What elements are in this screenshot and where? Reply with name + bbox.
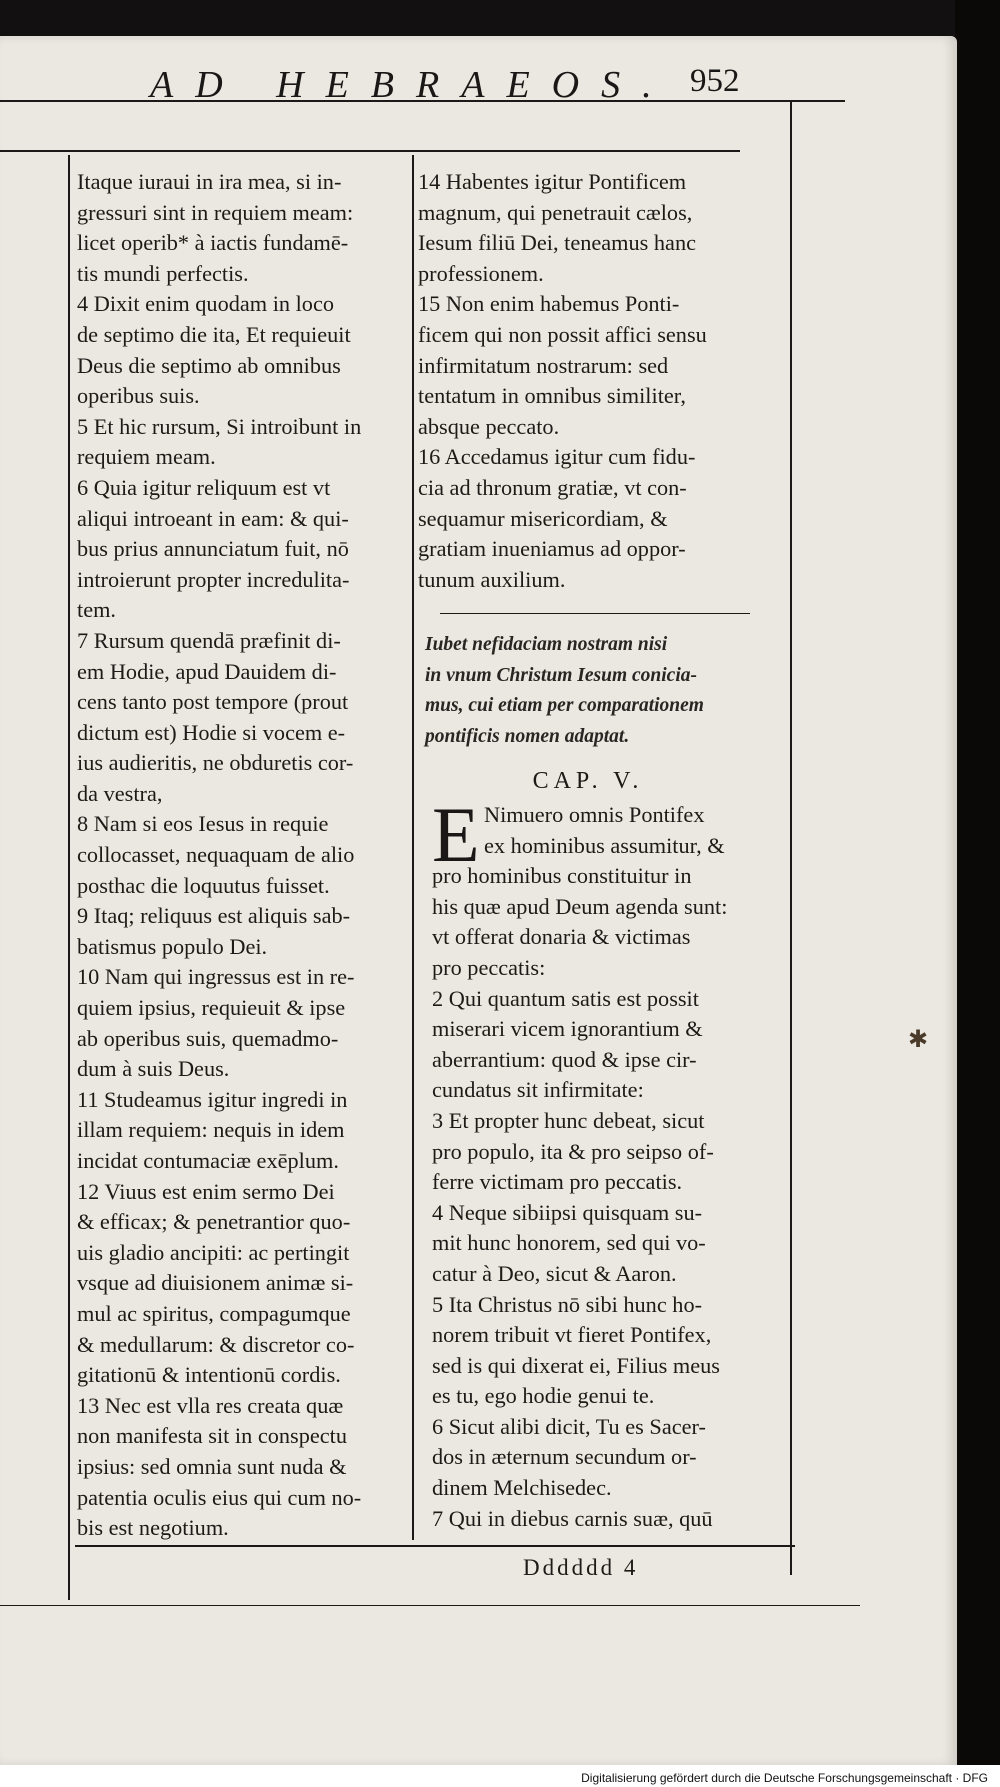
text-line: mit hunc honorem, sed qui vo-: [432, 1230, 706, 1256]
header-underline: [0, 150, 740, 152]
text-line: licet operib* à iactis fundamē-: [77, 230, 349, 256]
chapter-text-column: [432, 791, 772, 1534]
text-line: Itaque iuraui in ira mea, si in-: [77, 169, 342, 194]
text-line: ferre victimam pro peccatis.: [432, 1169, 683, 1195]
text-line: vsque ad diuisionem animæ si-: [77, 1270, 354, 1296]
text-line: requiem meam.: [77, 444, 216, 470]
text-line: his quæ apud Deum agenda sunt:: [432, 893, 728, 919]
text-line: pro hominibus constituitur in: [432, 863, 692, 889]
text-line: de septimo die ita, Et requieuit: [77, 321, 351, 347]
text-line: vt offerat donaria & victimas: [432, 924, 691, 950]
text-line: ficem qui non possit affici sensu: [418, 321, 707, 347]
text-line: bis est negotium.: [77, 1515, 229, 1541]
text-line: batismus populo Dei.: [77, 933, 268, 959]
text-line: 6 Quia igitur reliquum est vt: [77, 474, 331, 500]
text-line: pro populo, ita & pro seipso of-: [432, 1138, 714, 1164]
right-frame-rule: [790, 100, 792, 1575]
text-line: dos in æternum secundum or-: [432, 1444, 697, 1470]
text-line: 8 Nam si eos Iesus in requie: [77, 811, 329, 837]
chapter-summary: [425, 630, 765, 752]
text-line: tentatum in omnibus similiter,: [418, 383, 686, 409]
text-line: 11 Studeamus igitur ingredi in: [77, 1086, 348, 1112]
text-line: gitationū & intentionū cordis.: [77, 1362, 341, 1388]
text-line: infirmitatum nostrarum: sed: [418, 352, 669, 378]
text-line: patentia oculis eius qui cum no-: [77, 1484, 362, 1510]
text-line: ipsius: sed omnia sunt nuda &: [77, 1453, 347, 1479]
summary-top-rule: [440, 613, 750, 614]
text-line: tem.: [77, 597, 117, 623]
text-line: 2 Qui quantum satis est possit: [432, 985, 699, 1011]
summary-line: in vnum Christum Iesum conicia-: [425, 664, 697, 686]
running-title: AD HEBRAEOS.: [150, 64, 674, 106]
text-line: ex hominibus assumitur, &: [484, 832, 725, 858]
text-line: 10 Nam qui ingressus est in re-: [77, 964, 355, 990]
text-line: bus prius annunciatum fuit, nō: [77, 536, 349, 562]
text-line: Nimuero omnis Pontifex: [484, 802, 705, 827]
text-line: incidat contumaciæ exēplum.: [77, 1148, 339, 1173]
text-line: professionem.: [418, 260, 544, 286]
bottom-rule: [75, 1545, 795, 1547]
text-line: Deus die septimo ab omnibus: [77, 352, 341, 378]
text-line: gressuri sint in requiem meam:: [77, 199, 354, 225]
text-line: 4 Dixit enim quodam in loco: [77, 291, 335, 317]
text-line: 5 Ita Christus nō sibi hunc ho-: [432, 1291, 703, 1317]
ink-stain: ✱: [908, 1027, 929, 1053]
text-line: 4 Neque sibiipsi quisquam su-: [432, 1199, 703, 1225]
text-line: sequamur misericordiam, &: [418, 505, 668, 531]
text-line: 6 Sicut alibi dicit, Tu es Sacer-: [432, 1413, 706, 1439]
text-line: 5 Et hic rursum, Si introibunt in: [77, 413, 362, 439]
text-line: tis mundi perfectis.: [77, 260, 249, 286]
text-line: sed is qui dixerat ei, Filius meus: [432, 1352, 720, 1378]
text-line: aliqui introeant in eam: & qui-: [77, 505, 349, 531]
text-line: 13 Nec est vlla res creata quæ: [77, 1392, 344, 1418]
summary-line: Iubet nefidaciam nostram nisi: [425, 634, 668, 655]
text-line: cundatus sit infirmitate:: [432, 1077, 644, 1103]
text-line: 9 Itaq; reliquus est aliquis sab-: [77, 903, 351, 929]
text-line: illam requiem: nequis in idem: [77, 1117, 345, 1143]
text-line: magnum, qui penetrauit cælos,: [418, 199, 693, 225]
text-line: norem tribuit vt fieret Pontifex,: [432, 1322, 712, 1348]
text-line: miserari vicem ignorantium &: [432, 1016, 703, 1042]
folio-number: 952: [690, 63, 740, 99]
summary-line: pontificis nomen adaptat.: [425, 725, 630, 747]
digitization-credit: Digitalisierung gefördert durch die Deutsche Forschungsgemeinschaft · DFG: [577, 1771, 992, 1785]
text-line: 12 Viuus est enim sermo Dei: [77, 1178, 335, 1204]
text-line: Iesum filiū Dei, teneamus hanc: [418, 230, 697, 256]
text-line: cia ad thronum gratiæ, vt con-: [418, 474, 687, 500]
text-line: 15 Non enim habemus Ponti-: [418, 291, 680, 317]
text-line: aberrantium: quod & ipse cir-: [432, 1046, 697, 1072]
text-line: 7 Qui in diebus carnis suæ, quū: [432, 1505, 713, 1531]
catchword-signature: Dddddd 4: [523, 1555, 639, 1580]
text-line: absque peccato.: [418, 413, 560, 439]
text-line: ius audieritis, ne obduretis cor-: [77, 750, 354, 776]
text-line: pro peccatis:: [432, 954, 546, 980]
text-line: tunum auxilium.: [418, 566, 566, 592]
text-line: & medullarum: & discretor co-: [77, 1331, 355, 1357]
scan-background-top: [0, 0, 1000, 38]
text-line: es tu, ego hodie genui te.: [432, 1383, 655, 1409]
text-line: catur à Deo, sicut & Aaron.: [432, 1260, 677, 1286]
text-line: dictum est) Hodie si vocem e-: [77, 719, 346, 745]
text-line: 16 Accedamus igitur cum fidu-: [418, 444, 696, 470]
text-line: gratiam inueniamus ad oppor-: [418, 536, 686, 562]
chapter-heading: CAP. V.: [532, 768, 644, 794]
left-text-column: [77, 167, 417, 1544]
text-line: cens tanto post tempore (prout: [77, 689, 349, 715]
text-line: & efficax; & penetrantior quo-: [77, 1209, 351, 1235]
text-line: uis gladio ancipiti: ac pertingit: [77, 1239, 350, 1265]
text-line: collocasset, nequaquam de alio: [77, 842, 355, 868]
page-bottom-rule: [0, 1605, 860, 1606]
text-line: mul ac spiritus, compagumque: [77, 1300, 351, 1326]
text-line: posthac die loquutus fuisset.: [77, 872, 330, 898]
text-line: dum à suis Deus.: [77, 1056, 230, 1082]
text-line: em Hodie, apud Dauidem di-: [77, 658, 337, 684]
text-line: ab operibus suis, quemadmo-: [77, 1025, 339, 1051]
text-line: dinem Melchisedec.: [432, 1475, 612, 1501]
scan-background-right: [955, 0, 1000, 1787]
text-line: 3 Et propter hunc debeat, sicut: [432, 1107, 705, 1133]
dropcap-initial: E: [432, 791, 480, 878]
summary-line: mus, cui etiam per comparationem: [425, 695, 704, 717]
text-line: operibus suis.: [77, 383, 200, 409]
text-line: 14 Habentes igitur Pontificem: [418, 169, 687, 194]
text-line: 7 Rursum quendā præfinit di-: [77, 627, 341, 653]
text-line: da vestra,: [77, 780, 163, 806]
text-line: introierunt propter incredulita-: [77, 566, 350, 592]
text-line: non manifesta sit in conspectu: [77, 1423, 347, 1449]
text-line: quiem ipsius, requieuit & ipse: [77, 995, 346, 1021]
right-text-column-top: [418, 167, 758, 595]
left-frame-rule: [68, 155, 70, 1600]
